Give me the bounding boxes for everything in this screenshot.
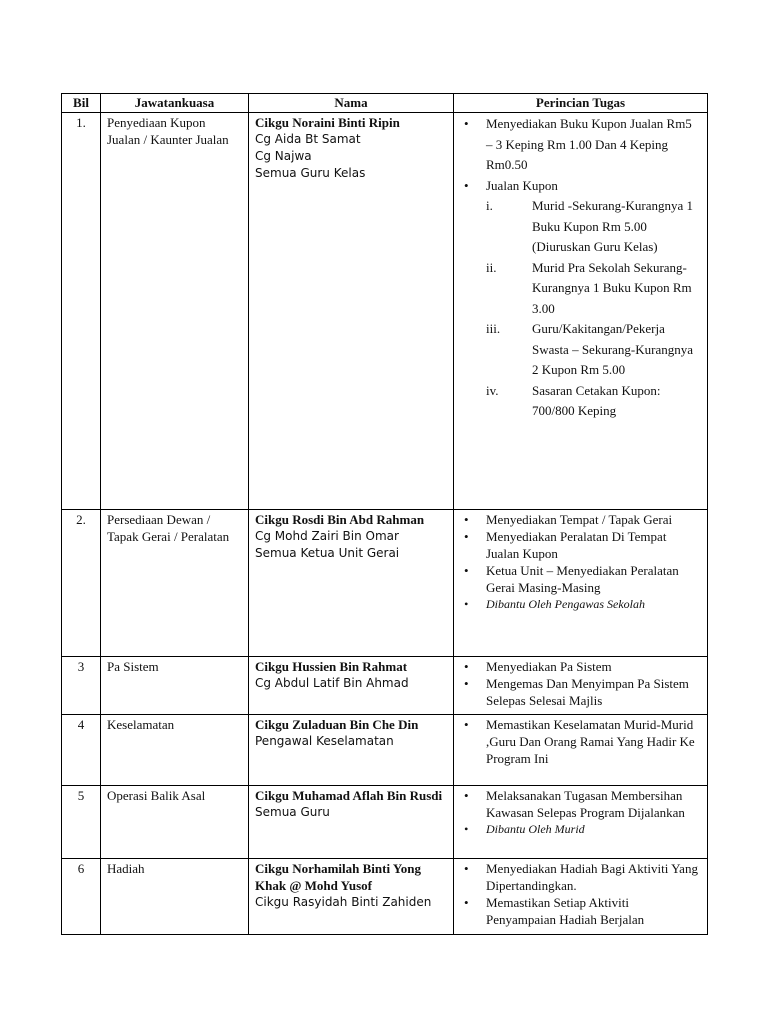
nama-other: Semua Ketua Unit Gerai — [255, 546, 400, 560]
list-item — [460, 319, 701, 381]
nama-other: Semua Guru Kelas — [255, 166, 366, 180]
list-item — [460, 258, 701, 320]
nama-other: Cg Abdul Latif Bin Ahmad — [255, 676, 409, 690]
list-item: • Menyediakan Pa Sistem — [460, 658, 701, 675]
list-number: iii. — [486, 321, 501, 336]
perincian-sublist — [460, 196, 701, 422]
perincian-cell — [454, 113, 708, 510]
list-number: ii. — [486, 259, 497, 275]
committee-table — [61, 93, 708, 935]
jawatankuasa-cell: Persediaan Dewan / Tapak Gerai / Peralatan — [101, 510, 249, 657]
list-item: • Melaksanakan Tugasan Membersihan Kawasan Selepas Program Dijalankan — [460, 787, 701, 821]
bil-cell: 3 — [62, 657, 101, 715]
table-row — [62, 859, 708, 935]
perincian-text: Guru/Kakitangan/Pekerja Swasta – Sekurang-Kurangnya 2 Kupon Rm 5.00 — [532, 321, 694, 377]
bil-cell: 2. — [62, 510, 101, 657]
list-item: • Dibantu Oleh Murid — [460, 821, 701, 838]
perincian-text: • Menyediakan Buku Kupon Jualan Rm5 — [486, 116, 692, 131]
bil-cell: 4 — [62, 715, 101, 786]
nama-cell — [249, 657, 454, 715]
list-item — [460, 114, 701, 176]
perincian-text: (Diuruskan Guru Kelas) — [532, 239, 658, 254]
header-perincian: Perincian Tugas — [454, 94, 708, 113]
jawatankuasa-cell: Operasi Balik Asal — [101, 786, 249, 859]
perincian-cell — [454, 859, 708, 935]
nama-other: Pengawal Keselamatan — [255, 734, 394, 748]
perincian-cell — [454, 657, 708, 715]
nama-other: Cg Aida Bt Samat — [255, 132, 361, 146]
header-nama: Nama — [249, 94, 454, 113]
nama-cell — [249, 859, 454, 935]
perincian-list — [460, 511, 701, 613]
nama-cell — [249, 715, 454, 786]
perincian-text: Sasaran Cetakan Kupon: 700/800 Keping — [532, 382, 661, 418]
nama-lead: Cikgu Norhamilah Binti Yong Khak @ Mohd Yusof — [255, 861, 422, 893]
nama-cell — [249, 786, 454, 859]
bil-cell: 6 — [62, 859, 101, 935]
list-item — [460, 176, 701, 197]
perincian-cell — [454, 715, 708, 786]
table-header-row — [62, 94, 708, 113]
perincian-list — [460, 787, 701, 838]
list-item: • Memastikan Keselamatan Murid-Murid ,Guru Dan Orang Ramai Yang Hadir Ke Program Ini — [460, 716, 701, 767]
list-item: • Menyediakan Hadiah Bagi Aktiviti Yang Dipertandingkan. — [460, 860, 701, 894]
list-item: • Menyediakan Peralatan Di Tempat Jualan Kupon — [460, 528, 701, 562]
jawatankuasa-cell: Pa Sistem — [101, 657, 249, 715]
list-number: i. — [486, 198, 493, 213]
perincian-text: Murid -Sekurang-Kurangnya 1 Buku Kupon Rm 5.00 — [532, 198, 694, 234]
perincian-text: Murid Pra Sekolah Sekurang-Kurangnya 1 Buku Kupon Rm 3.00 — [532, 259, 692, 316]
bil-cell: 1. — [62, 113, 101, 510]
nama-other: Cikgu Rasyidah Binti Zahiden — [255, 895, 432, 909]
perincian-list — [460, 860, 701, 928]
nama-cell — [249, 510, 454, 657]
list-item — [460, 381, 701, 422]
table-row — [62, 715, 708, 786]
perincian-list — [460, 716, 701, 767]
list-item: • Mengemas Dan Menyimpan Pa Sistem Selepas Selesai Majlis — [460, 675, 701, 709]
jawatankuasa-cell: Keselamatan — [101, 715, 249, 786]
perincian-list — [460, 658, 701, 709]
nama-lead: Cikgu Hussien Bin Rahmat — [255, 659, 408, 674]
list-item: • Dibantu Oleh Pengawas Sekolah — [460, 596, 701, 613]
list-item: • Memastikan Setiap Aktiviti Penyampaian Hadiah Berjalan — [460, 894, 701, 928]
list-number: iv. — [486, 382, 499, 398]
nama-other: Semua Guru — [255, 805, 330, 819]
perincian-text: Jualan Kupon — [486, 177, 558, 193]
perincian-cell — [454, 510, 708, 657]
list-item — [460, 196, 701, 258]
table-row — [62, 510, 708, 657]
list-item: • Ketua Unit – Menyediakan Peralatan Gerai Masing-Masing — [460, 562, 701, 596]
nama-other: Cg Najwa — [255, 149, 312, 163]
nama-lead: Cikgu Rosdi Bin Abd Rahman — [255, 512, 425, 527]
table-row — [62, 113, 708, 510]
jawatankuasa-cell: Penyediaan Kupon Jualan / Kaunter Jualan — [101, 113, 249, 510]
list-item: • Menyediakan Tempat / Tapak Gerai — [460, 511, 701, 528]
perincian-list — [460, 114, 701, 196]
table-row — [62, 786, 708, 859]
perincian-text: – 3 Keping Rm 1.00 Dan 4 Keping Rm0.50 — [486, 136, 668, 172]
jawatankuasa-cell: Hadiah — [101, 859, 249, 935]
table-row — [62, 657, 708, 715]
header-bil: Bil — [62, 94, 101, 113]
nama-lead: Cikgu Zuladuan Bin Che Din — [255, 717, 419, 732]
nama-lead: Cikgu Noraini Binti Ripin — [255, 115, 400, 130]
perincian-cell — [454, 786, 708, 859]
header-jawatankuasa: Jawatankuasa — [101, 94, 249, 113]
nama-lead: Cikgu Muhamad Aflah Bin Rusdi — [255, 788, 443, 803]
nama-cell — [249, 113, 454, 510]
bil-cell: 5 — [62, 786, 101, 859]
nama-other: Cg Mohd Zairi Bin Omar — [255, 529, 399, 543]
